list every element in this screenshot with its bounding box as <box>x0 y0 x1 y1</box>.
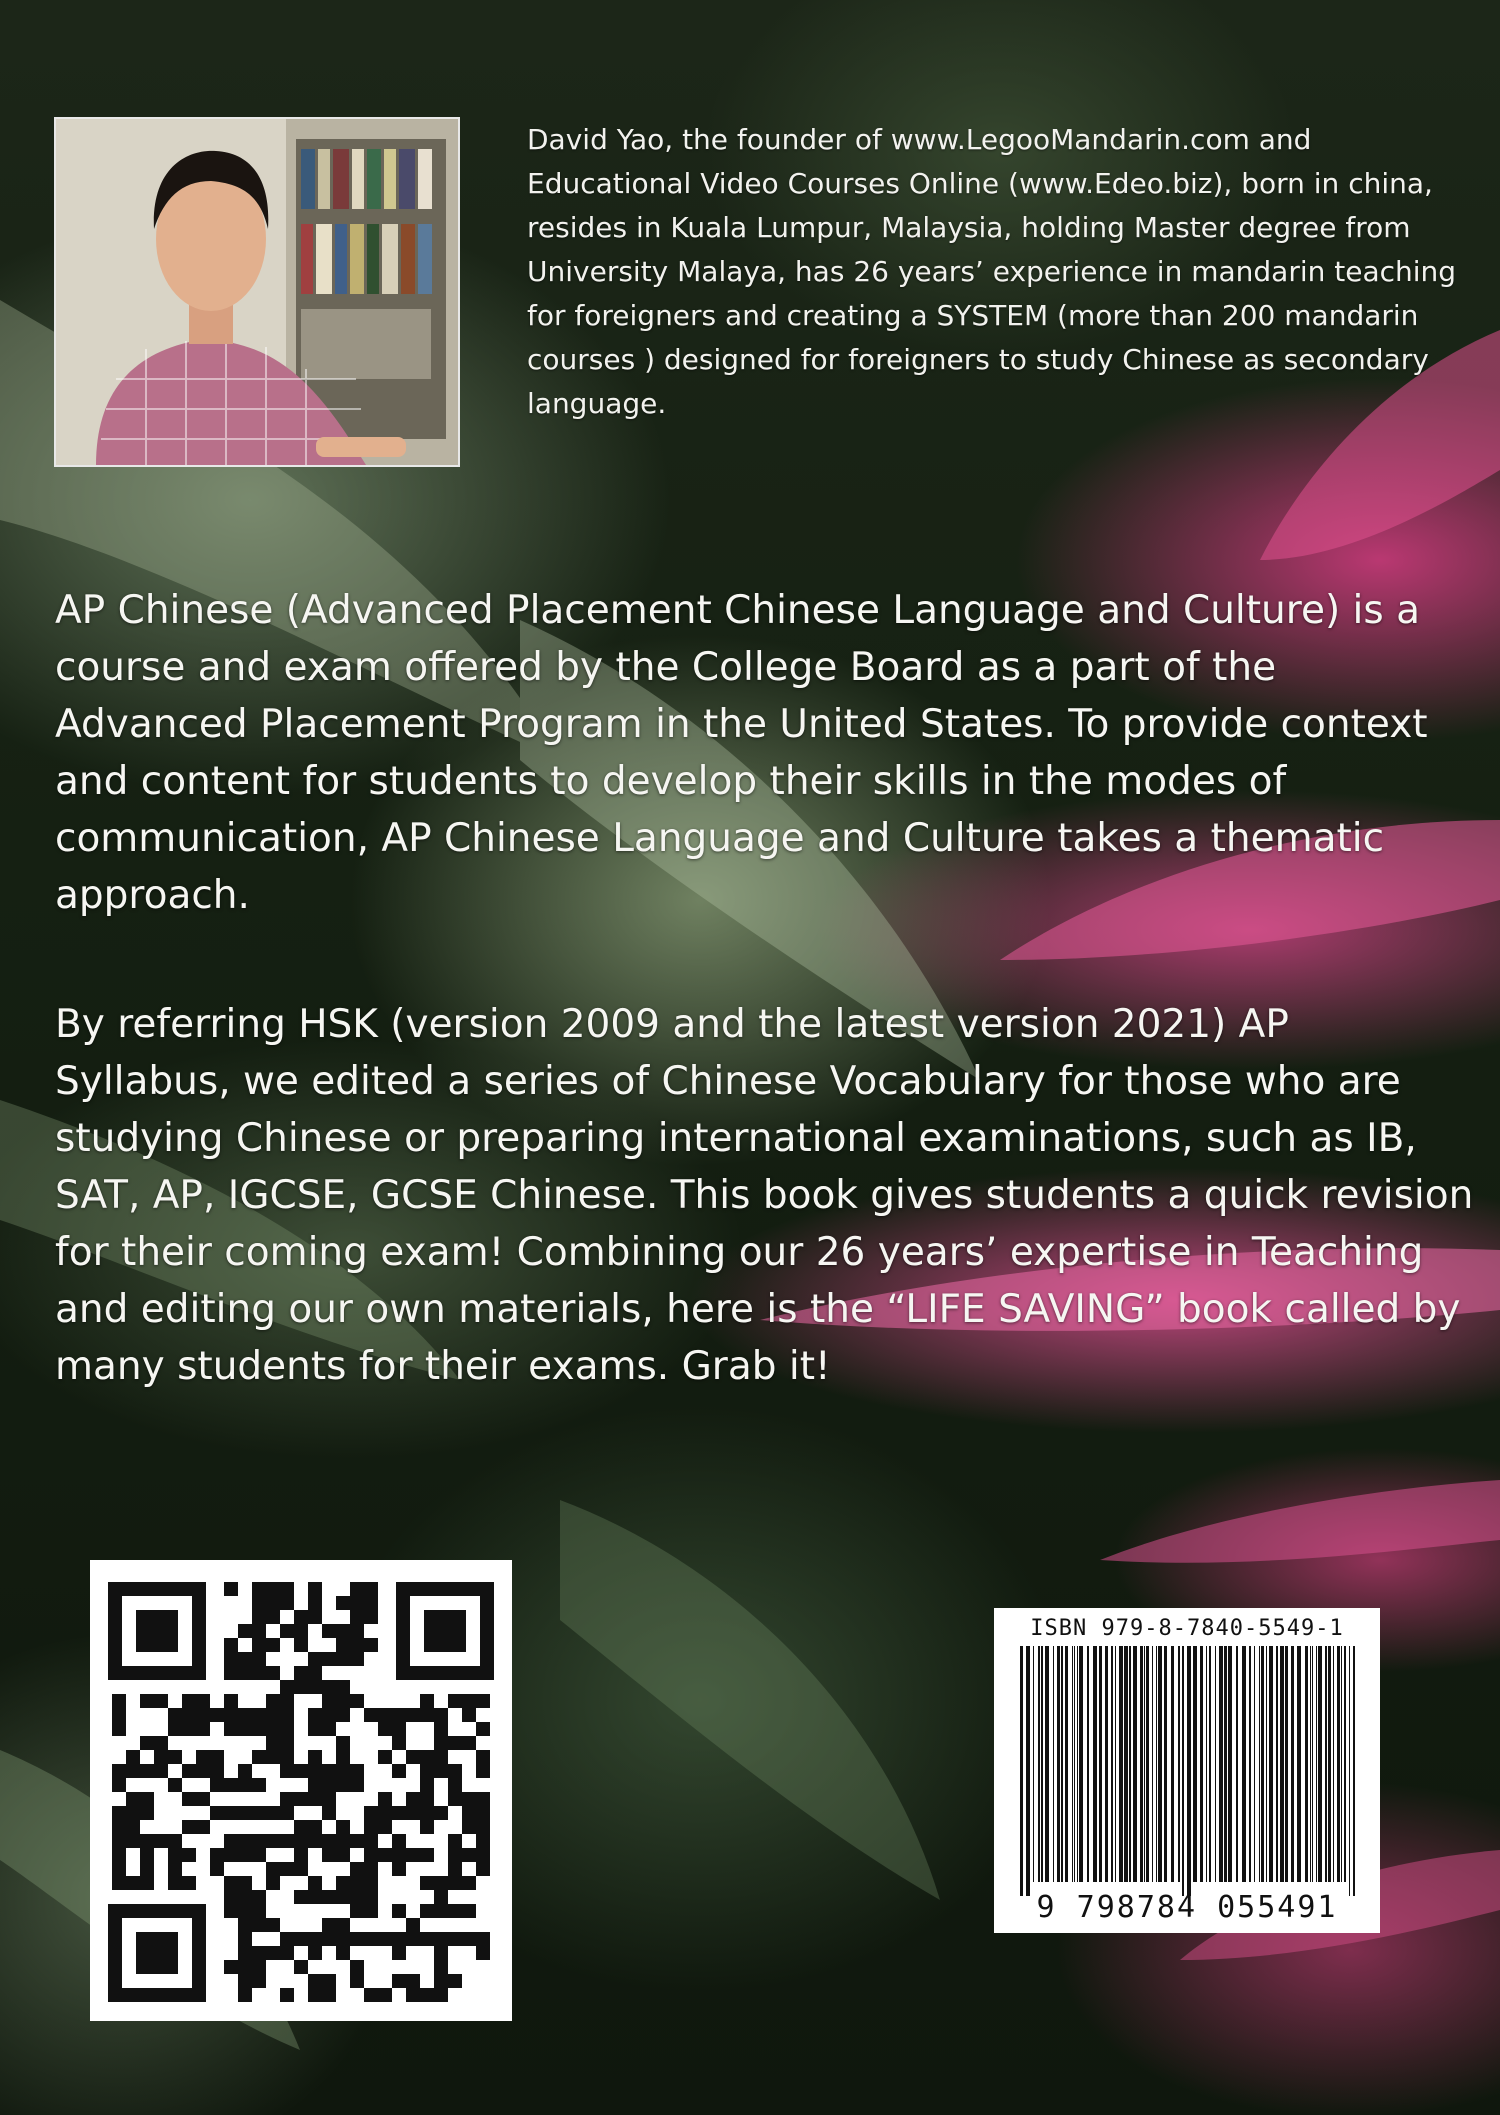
barcode-bars <box>1014 1646 1360 1896</box>
qr-code <box>108 1582 494 2002</box>
isbn-digits: 9 798784 055491 <box>1036 1890 1338 1925</box>
book-description-paragraph: By referring HSK (version 2009 and the latest version 2021) AP Syllabus, we edited a series of Chinese Vocabulary for those who are studying Chinese or preparing international examinations, such as IB, SAT, AP, IGCSE, GCSE Chinese. This book gives students a quick revision for their coming exam! Combining our 26 years’ expertise in Teaching and editing our own materials, here is the “LIFE SAVING” book called by many students for their exams. Grab it! <box>55 1002 1474 1389</box>
author-bio: David Yao, the founder of www.LegooMandarin.com and Educational Video Courses Online (www.Edeo.biz), born in china, resides in Kuala Lumpur, Malaysia, holding Master degree from University Malaya, has 26 years’ experience in mandarin teaching for foreigners and creating a SYSTEM (more than 200 mandarin courses ) designed for foreigners to study Chinese as secondary language. <box>527 123 1457 420</box>
author-portrait-illustration <box>56 119 458 465</box>
course-description-paragraph: AP Chinese (Advanced Placement Chinese Language and Culture) is a course and exam offered by the College Board as a part of the Advanced Placement Program in the United States. To provide context and content for students to develop their skills in the modes of communication, AP Chinese Language and Culture takes a thematic approach. <box>55 588 1428 918</box>
author-photo <box>54 117 460 467</box>
qr-code-panel <box>90 1560 512 2021</box>
isbn-label: ISBN 979-8-7840-5549-1 <box>1030 1616 1344 1641</box>
isbn-barcode <box>994 1608 1380 1933</box>
